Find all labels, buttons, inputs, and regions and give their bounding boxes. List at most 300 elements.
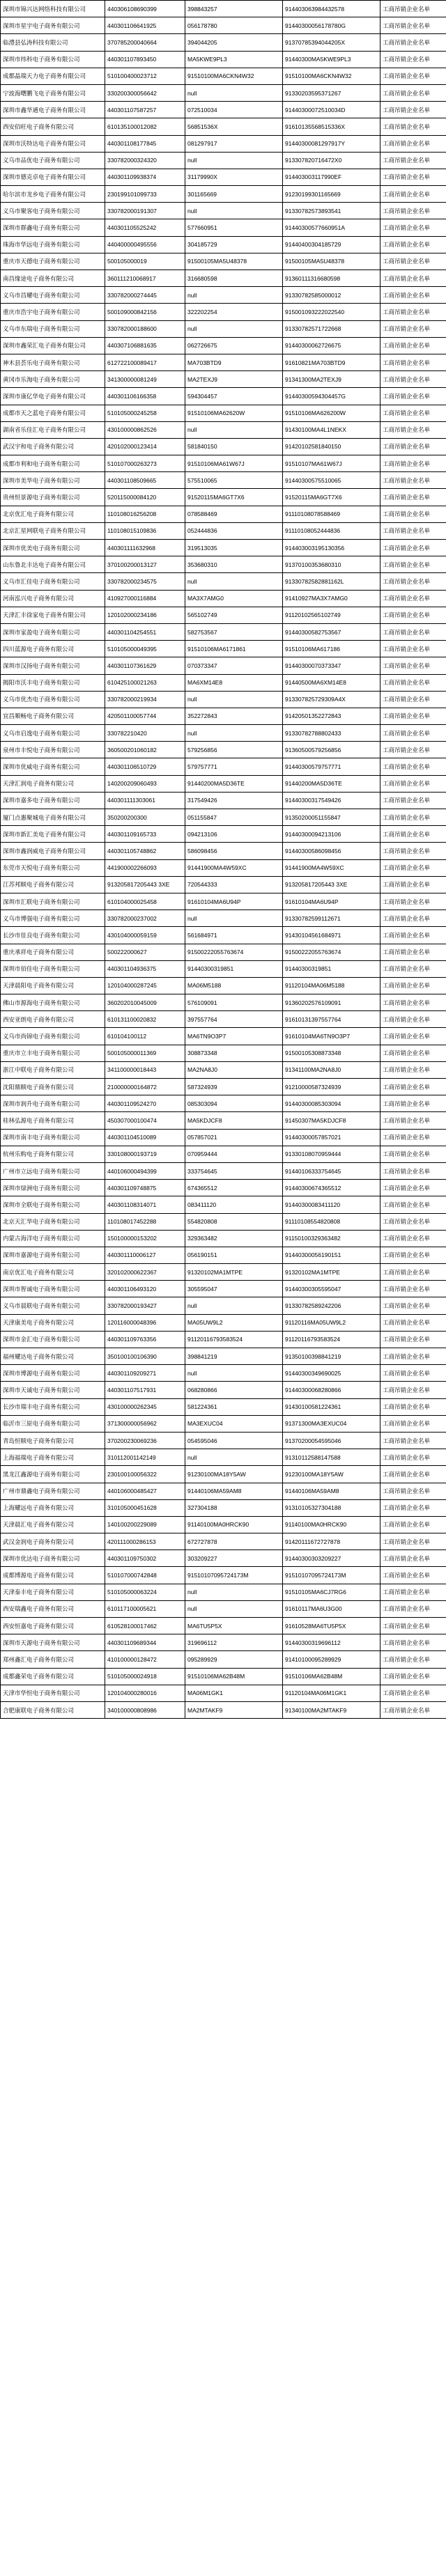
organization-code-cell: 397557764 [185,1011,283,1028]
credit-code-cell: 91520115MA6GT7X6 [283,489,380,506]
table-row [1,1685,446,1701]
table-row [1,337,446,354]
company-name-cell: 临沂市三原电子商务有限公司 [1,1415,105,1432]
table-row [1,1,446,17]
table-row [1,674,446,691]
organization-code-cell: null [185,1584,283,1600]
registration-number-cell: 440301109209271 [105,1365,185,1382]
organization-code-cell: null [185,203,283,219]
company-name-cell: 重庆市立丰电子商务有限公司 [1,1045,105,1061]
credit-code-cell: 91610821MA703BTD9 [283,354,380,370]
registration-number-cell: 440106000494399 [105,1162,185,1179]
organization-code-cell: 91500105MA5U48378 [185,253,283,270]
organization-code-cell: null [185,1449,283,1466]
credit-code-cell: 91330782599112671 [283,910,380,927]
status-cell: 工商吊销企业名单 [380,253,446,270]
credit-code-cell: 91610104MA6U94P [283,893,380,910]
organization-code-cell: 586098456 [185,843,283,859]
organization-code-cell: 319513035 [185,540,283,556]
table-row [1,1483,446,1499]
company-name-cell: 成都市利和电子商务有限公司 [1,455,105,472]
status-cell: 工商吊销企业名单 [380,859,446,876]
registration-number-cell: 341100000018443 [105,1061,185,1078]
organization-code-cell: MA6TU5P5X [185,1618,283,1634]
table-row [1,135,446,152]
registration-number-cell: 350200200300 [105,809,185,826]
status-cell: 工商吊销企业名单 [380,1398,446,1415]
registration-number-cell: 370100200013127 [105,556,185,573]
registration-number-cell: 370785200040664 [105,34,185,51]
organization-code-cell: 91510106MA62620W [185,405,283,421]
table-row [1,118,446,135]
credit-code-cell: 913307820716472X0 [283,152,380,169]
company-name-cell: 深圳市天诚电子商务有限公司 [1,1382,105,1398]
company-name-cell: 天津晨阳电子商务有限公司 [1,977,105,994]
company-name-cell: 义乌市聚客电子商务有限公司 [1,203,105,219]
organization-code-cell: 303209227 [185,1550,283,1567]
table-row [1,1112,446,1129]
registration-number-cell: 520115000084120 [105,489,185,506]
credit-code-cell: 91440400304185729 [283,236,380,253]
credit-code-cell: 91440300319696112 [283,1634,380,1651]
credit-code-cell: 91340100MA2MTAKF9 [283,1701,380,1718]
status-cell: 工商吊销企业名单 [380,1112,446,1129]
table-row [1,1230,446,1247]
organization-code-cell: 333754645 [185,1162,283,1179]
organization-code-cell: 327304188 [185,1499,283,1516]
credit-code-cell: 91430104561684971 [283,927,380,944]
company-name-cell: 天津康美电子商务有限公司 [1,1314,105,1331]
status-cell: 工商吊销企业名单 [380,236,446,253]
registration-number-cell: 440301109165733 [105,826,185,843]
organization-code-cell: 91510106MA62B48M [185,1668,283,1685]
organization-code-cell: 056178780 [185,17,283,34]
registration-number-cell: 110108015109836 [105,522,185,539]
table-row [1,1162,446,1179]
status-cell: 工商吊销企业名单 [380,455,446,472]
company-name-cell: 义乌市启逸电子商务有限公司 [1,725,105,742]
table-row [1,1061,446,1078]
organization-code-cell: 91510100MA6CKN4W32 [185,68,283,84]
company-name-cell: 深圳市博源电子商务有限公司 [1,1365,105,1382]
status-cell: 工商吊销企业名单 [380,1533,446,1550]
company-name-cell: 西安恒嘉电子商务有限公司 [1,1618,105,1634]
status-cell: 工商吊销企业名单 [380,438,446,455]
organization-code-cell: 398843257 [185,1,283,17]
registration-number-cell: 230199101099733 [105,186,185,203]
company-name-cell: 黄冈市乐淘电子商务有限公司 [1,371,105,388]
registration-number-cell: 110108016256208 [105,506,185,522]
credit-code-cell: 91330203595371267 [283,84,380,101]
status-cell: 工商吊销企业名单 [380,1281,446,1297]
company-name-cell: 武汉金润电子商务有限公司 [1,1533,105,1550]
status-cell: 工商吊销企业名单 [380,1180,446,1196]
organization-code-cell: MA6XM14E8 [185,674,283,691]
table-row [1,792,446,809]
status-cell: 工商吊销企业名单 [380,1,446,17]
status-cell: 工商吊销企业名单 [380,1196,446,1213]
company-name-cell: 郑州鑫汇电子商务有限公司 [1,1651,105,1668]
company-name-cell: 深圳市星宇电子商务有限公司 [1,17,105,34]
registration-number-cell: 330782000324320 [105,152,185,169]
table-row [1,472,446,489]
company-name-cell: 长沙市瑞丰电子商务有限公司 [1,1398,105,1415]
company-name-cell: 深圳市鑫润威电子商务有限公司 [1,843,105,859]
registration-number-cell: 500222000627 [105,944,185,960]
registration-number-cell: 440301109938374 [105,169,185,185]
registration-number-cell: 913205817205443 3XE [105,876,185,893]
table-row [1,876,446,893]
status-cell: 工商吊销企业名单 [380,1567,446,1584]
registration-number-cell: 120104000280016 [105,1685,185,1701]
table-row [1,944,446,960]
company-name-cell: 深圳市纬科电子商务有限公司 [1,51,105,68]
company-name-cell: 深圳市佰佳电子商务有限公司 [1,960,105,977]
company-name-cell: 青岛恒顺电子商务有限公司 [1,1432,105,1449]
registration-number-cell: 510105000024918 [105,1668,185,1685]
registration-number-cell: 500105000011369 [105,1045,185,1061]
table-row [1,1314,446,1331]
registration-number-cell: 440301107361629 [105,657,185,674]
table-row [1,843,446,859]
table-row [1,34,446,51]
credit-code-cell: 91440300057857021 [283,1129,380,1146]
organization-code-cell: MA5KDJCF8 [185,1112,283,1129]
registration-number-cell: 440301107587257 [105,102,185,118]
organization-code-cell: 576109091 [185,994,283,1011]
registration-number-cell: 440301106166358 [105,388,185,405]
table-row [1,758,446,775]
table-row [1,506,446,522]
status-cell: 工商吊销企业名单 [380,1230,446,1247]
organization-code-cell: 31179990X [185,169,283,185]
credit-code-cell: 913205817205443 3XE [283,876,380,893]
table-row [1,1600,446,1617]
registration-number-cell: 440106000485427 [105,1483,185,1499]
company-name-cell: 西安亚朗电子商务有限公司 [1,1011,105,1028]
registration-number-cell: 440301104254551 [105,623,185,640]
status-cell: 工商吊销企业名单 [380,708,446,724]
organization-code-cell: 91140100MA0HRCK90 [185,1516,283,1533]
status-cell: 工商吊销企业名单 [380,843,446,859]
status-cell: 工商吊销企业名单 [380,1045,446,1061]
organization-code-cell: 070959444 [185,1146,283,1162]
table-row [1,893,446,910]
table-row [1,1382,446,1398]
organization-code-cell: MA3X7AMG0 [185,590,283,607]
status-cell: 工商吊销企业名单 [380,1685,446,1701]
credit-code-cell: 91500105MA5U48378 [283,253,380,270]
credit-code-cell: 91440300575510065 [283,472,380,489]
organization-code-cell: 91610104MA6U94P [185,893,283,910]
registration-number-cell: 610104000025458 [105,893,185,910]
table-row [1,1466,446,1483]
credit-code-cell: 91120102565102749 [283,607,380,623]
organization-code-cell: 582753567 [185,623,283,640]
table-row [1,1432,446,1449]
registration-number-cell: 440301108177845 [105,135,185,152]
credit-code-cell: 913307825729309A4X [283,691,380,708]
company-name-cell: 深圳市智诚电子商务有限公司 [1,1281,105,1297]
table-row [1,287,446,304]
status-cell: 工商吊销企业名单 [380,34,446,51]
status-cell: 工商吊销企业名单 [380,758,446,775]
credit-code-cell: 91510107095724173M [283,1567,380,1584]
registration-number-cell: 440301109524270 [105,1095,185,1112]
status-cell: 工商吊销企业名单 [380,725,446,742]
status-cell: 工商吊销企业名单 [380,405,446,421]
credit-code-cell: 91440300317549426 [283,792,380,809]
table-row [1,489,446,506]
company-name-cell: 重庆承祥电子商务有限公司 [1,944,105,960]
table-row [1,1297,446,1314]
organization-code-cell: 317549426 [185,792,283,809]
status-cell: 工商吊销企业名单 [380,742,446,758]
company-name-cell: 义乌市晨联电子商务有限公司 [1,1297,105,1314]
registration-number-cell: 510105000063224 [105,1584,185,1600]
registration-number-cell: 360111210068917 [105,270,185,287]
company-name-cell: 北京优汇电子商务有限公司 [1,506,105,522]
company-name-cell: 义乌市优杰电子商务有限公司 [1,691,105,708]
status-cell: 工商吊销企业名单 [380,1415,446,1432]
credit-code-cell: 91440200MA5D36TE [283,775,380,792]
organization-code-cell: 094213106 [185,826,283,843]
company-name-cell: 深圳市鑫荣汇电子商务有限公司 [1,337,105,354]
status-cell: 工商吊销企业名单 [380,152,446,169]
credit-code-cell: 91500105308873348 [283,1045,380,1061]
registration-number-cell: 330782210420 [105,725,185,742]
registration-number-cell: 510105000049395 [105,641,185,657]
status-cell: 工商吊销企业名单 [380,1634,446,1651]
credit-code-cell: 91440300MA5KWE9PL3 [283,51,380,68]
company-name-cell: 武汉宇和电子商务有限公司 [1,438,105,455]
table-row [1,1281,446,1297]
credit-code-cell: 91110108554820808 [283,1213,380,1230]
organization-code-cell: 91230100MA18Y5AW [185,1466,283,1483]
credit-code-cell: 91510106MA626200W [283,405,380,421]
company-name-cell: 珠海市华远电子商务有限公司 [1,236,105,253]
company-name-cell: 天津泰丰电子商务有限公司 [1,1584,105,1600]
credit-code-cell: 91230100MA18Y5AW [283,1466,380,1483]
table-row [1,1567,446,1584]
status-cell: 工商吊销企业名单 [380,388,446,405]
registration-number-cell: 510100400023712 [105,68,185,84]
table-row [1,186,446,203]
company-name-cell: 长沙市佳良电子商务有限公司 [1,927,105,944]
company-name-cell: 深圳市嘉多电子商务有限公司 [1,792,105,809]
organization-code-cell: MA6TN9O3P7 [185,1028,283,1045]
credit-code-cell: 91510106MA617186 [283,641,380,657]
status-cell: 工商吊销企业名单 [380,1600,446,1617]
company-name-cell: 厦门点惠聚城电子商务有限公司 [1,809,105,826]
organization-code-cell: 051155847 [185,809,283,826]
status-cell: 工商吊销企业名单 [380,371,446,388]
credit-code-cell: 91410927MA3X7AMG0 [283,590,380,607]
table-row [1,859,446,876]
company-name-cell: 深圳市嘉源电子商务有限公司 [1,1247,105,1263]
credit-code-cell: 91440300674365512 [283,1180,380,1196]
credit-code-cell: 91430100MA4L1NEKX [283,421,380,438]
organization-code-cell: 91520115MA6GT7X6 [185,489,283,506]
credit-code-cell: 91510106MA62B48M [283,1668,380,1685]
registration-number-cell: 120102000234186 [105,607,185,623]
credit-code-cell: 91120104MA06M1GK1 [283,1685,380,1701]
registration-number-cell: 510107000263273 [105,455,185,472]
table-row [1,1095,446,1112]
registration-number-cell: 360202010045009 [105,994,185,1011]
registration-number-cell: 440301108314071 [105,1196,185,1213]
table-row [1,775,446,792]
organization-code-cell: null [185,1600,283,1617]
company-name-cell: 深圳市沃特达电子商务有限公司 [1,135,105,152]
credit-code-cell: 91110108052444836 [283,522,380,539]
status-cell: 工商吊销企业名单 [380,489,446,506]
credit-code-cell: 91610131397557764 [283,1011,380,1028]
organization-code-cell: 081297917 [185,135,283,152]
status-cell: 工商吊销企业名单 [380,994,446,1011]
company-name-cell: 江苏邦顺电子商务有限公司 [1,876,105,893]
registration-number-cell: 320102000622367 [105,1264,185,1281]
table-row [1,438,446,455]
company-name-cell: 杭州乐购电子商务有限公司 [1,1146,105,1162]
table-row [1,51,446,68]
organization-code-cell: null [185,691,283,708]
organization-code-cell: 052444836 [185,522,283,539]
company-name-cell: 天津汇润电子商务有限公司 [1,775,105,792]
registration-number-cell: 440301111303061 [105,792,185,809]
organization-code-cell: 394044205 [185,34,283,51]
table-row [1,556,446,573]
status-cell: 工商吊销企业名单 [380,573,446,590]
status-cell: 工商吊销企业名单 [380,1264,446,1281]
organization-code-cell: 587324939 [185,1079,283,1095]
table-row [1,203,446,219]
credit-code-cell: 91440300303209227 [283,1550,380,1567]
status-cell: 工商吊销企业名单 [380,1584,446,1600]
table-row [1,1365,446,1382]
table-row [1,68,446,84]
organization-code-cell: 91440300319851 [185,960,283,977]
organization-code-cell: MA5KWE9PL3 [185,51,283,68]
table-row [1,691,446,708]
organization-code-cell: 577660951 [185,219,283,236]
organization-code-cell: 095289929 [185,1651,283,1668]
registration-number-cell: 440301106493120 [105,1281,185,1297]
status-cell: 工商吊销企业名单 [380,623,446,640]
organization-code-cell: 301165669 [185,186,283,203]
table-row [1,1146,446,1162]
organization-code-cell: 575510065 [185,472,283,489]
registration-number-cell: 440301105748862 [105,843,185,859]
credit-code-cell: 91440300081297917Y [283,135,380,152]
registration-number-cell: 140200209060493 [105,775,185,792]
credit-code-cell: 914403003117990EF [283,169,380,185]
registration-number-cell: 440307106881635 [105,337,185,354]
company-name-cell: 天津晨汇电子商务有限公司 [1,1516,105,1533]
credit-code-cell: 91420102581840150 [283,438,380,455]
status-cell: 工商吊销企业名单 [380,893,446,910]
company-name-cell: 深圳市美华电子商务有限公司 [1,472,105,489]
table-row [1,102,446,118]
registration-number-cell: 120116000048396 [105,1314,185,1331]
status-cell: 工商吊销企业名单 [380,17,446,34]
company-name-cell: 神木县荟乐电子商务有限公司 [1,354,105,370]
table-row [1,17,446,34]
company-name-cell: 湖南省乐佳汇电子商务有限公司 [1,421,105,438]
table-row [1,977,446,994]
organization-code-cell: 305595047 [185,1281,283,1297]
organization-code-cell: 672727878 [185,1533,283,1550]
credit-code-cell: 91210000587324939 [283,1079,380,1095]
credit-code-cell: 91341300MA2TEXJ9 [283,371,380,388]
table-row [1,994,446,1011]
table-row [1,641,446,657]
registration-number-cell: 450307000100474 [105,1112,185,1129]
company-name-cell: 上海耀远电子商务有限公司 [1,1499,105,1516]
table-row [1,1398,446,1415]
organization-code-cell: null [185,152,283,169]
registration-number-cell: 360500201060182 [105,742,185,758]
company-name-cell: 深圳市优美电子商务有限公司 [1,540,105,556]
organization-code-cell: 072510034 [185,102,283,118]
company-name-cell: 深圳市优达电子商务有限公司 [1,1550,105,1567]
organization-code-cell: 056190151 [185,1247,283,1263]
company-name-cell: 深圳市天源电子商务有限公司 [1,1634,105,1651]
company-name-cell: 河南泓兴电子商务有限公司 [1,590,105,607]
organization-code-cell: 561684971 [185,927,283,944]
organization-code-cell: 91120116793583524 [185,1331,283,1348]
table-row [1,1415,446,1432]
registration-number-cell: 330782000274445 [105,287,185,304]
registration-number-cell: 440301107517931 [105,1382,185,1398]
status-cell: 工商吊销企业名单 [380,337,446,354]
status-cell: 工商吊销企业名单 [380,522,446,539]
table-row [1,910,446,927]
credit-code-cell: 91370200054595046 [283,1432,380,1449]
company-name-cell: 义乌市博强电子商务有限公司 [1,910,105,927]
company-name-cell: 深圳市润升电子商务有限公司 [1,1095,105,1112]
company-name-cell: 深圳市群鑫电子商务有限公司 [1,219,105,236]
company-name-cell: 黑龙江鑫源电子商务有限公司 [1,1466,105,1483]
registration-number-cell: 330782000188600 [105,320,185,337]
company-name-cell: 沈阳鼎顺电子商务有限公司 [1,1079,105,1095]
organization-code-cell: null [185,1365,283,1382]
table-row [1,1651,446,1668]
credit-code-cell: 91140100MA0HRCK90 [283,1516,380,1533]
status-cell: 工商吊销企业名单 [380,287,446,304]
organization-code-cell: 91440200MA5D36TE [185,775,283,792]
credit-code-cell: 91610135568515336X [283,118,380,135]
registration-number-cell: 330782000219934 [105,691,185,708]
credit-code-cell: 91440300586098456 [283,843,380,859]
company-name-cell: 深圳市优威电子商务有限公司 [1,758,105,775]
status-cell: 工商吊销企业名单 [380,1466,446,1483]
credit-code-cell: 91330782571722668 [283,320,380,337]
organization-code-cell: MA2TEXJ9 [185,371,283,388]
registration-number-cell: 440301106510729 [105,758,185,775]
registration-number-cell: 510107000742848 [105,1567,185,1584]
status-cell: 工商吊销企业名单 [380,944,446,960]
company-name-cell: 深圳市锦兴达网络科技有限公司 [1,1,105,17]
status-cell: 工商吊销企业名单 [380,102,446,118]
organization-code-cell: 565102749 [185,607,283,623]
company-name-cell: 临澧县弘涛科技有限公司 [1,34,105,51]
registration-number-cell: 440301109763356 [105,1331,185,1348]
organization-code-cell: MA06M5188 [185,977,283,994]
registration-number-cell: 440301110006127 [105,1247,185,1263]
organization-code-cell: 054595046 [185,1432,283,1449]
registration-number-cell: 610104100112 [105,1028,185,1045]
